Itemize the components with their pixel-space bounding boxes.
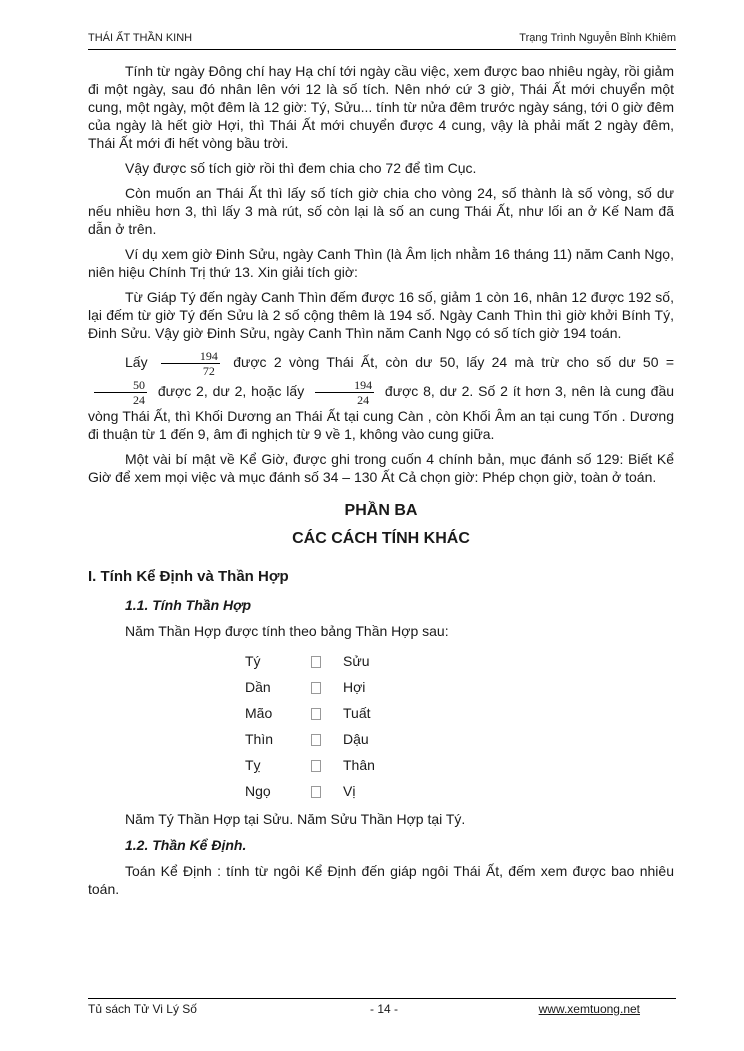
p6-end: được 8, dư 2. Số 2 ít hơn 3, nên là cung đầu vòng Thái Ất, thì Khối Dương an Thái Ất tại cung Càn , còn Khối Âm an tại cung Tốn . Dương đi thuận từ 1 đến 9, âm đi nghịch từ 9 về 1, không vào cung giữa. — [88, 383, 675, 442]
p6-equals: = — [665, 354, 675, 371]
fraction-denominator: 24 — [133, 393, 145, 407]
paragraph-3: Còn muốn an Thái Ất thì lấy số tích giờ chia cho vòng 24, số thành là số vòng, số dư nếu nhiều hơn 3, thì lấy 3 mà rút, số còn lại là số an cung Thái Ất, như lối an ở Kế Nam đã dẫn ở trên. — [88, 185, 674, 237]
subsection-intro: Năm Thần Hợp được tính theo bảng Thần Hợp sau: — [125, 623, 449, 639]
table-row — [245, 674, 375, 700]
fraction-50-24 — [94, 378, 147, 407]
paragraph-1: Tính từ ngày Đông chí hay Hạ chí tới ngày cầu việc, xem được bao nhiêu ngày, rồi giảm đi một ngày, sau đó nhân lên với 12 là số tích. Nên nhớ cứ 3 giờ, Thái Ất mới chuyển một cung, một ngày, một đêm là 12 giờ: Tý, Sửu... tính từ nửa đêm trước ngày sáng, tới 0 giờ đêm của ngày là hết giờ Hợi, thì Thái Ất mới chuyển được 4 cung, vậy là phải mất 2 ngày đêm, Thái Ất mới đi hết vòng bầu trời. — [88, 63, 674, 151]
paragraph-2: Vậy được số tích giờ rồi thì đem chia cho 72 để tìm Cục. — [125, 160, 477, 176]
table-row — [245, 648, 375, 674]
arrow-symbol-icon — [311, 700, 343, 726]
arrow-symbol-icon — [311, 778, 343, 804]
page-body — [88, 62, 674, 905]
page-number: - 14 - — [370, 1002, 399, 1016]
part-subtitle: CÁC CÁCH TÍNH KHÁC — [292, 530, 470, 547]
header-author: Trạng Trình Nguyễn Bỉnh Khiêm — [519, 32, 676, 44]
header-divider — [88, 49, 676, 50]
subsection-heading-1-1: 1.1. Tính Thần Hợp — [125, 597, 252, 613]
p6-continued: được 2, dư 2, hoặc lấy — [157, 383, 305, 400]
arrow-symbol-icon — [311, 752, 343, 778]
fraction-denominator: 24 — [357, 393, 370, 407]
pair-right: Sửu — [343, 653, 370, 669]
arrow-symbol-icon — [311, 674, 343, 700]
header-book-title: THÁI ẤT THẦN KINH — [88, 32, 193, 44]
table-row — [245, 752, 375, 778]
fraction-194-72 — [161, 349, 220, 378]
fraction-numerator: 50 — [94, 378, 147, 393]
pair-left: Dần — [245, 679, 271, 695]
paragraph-7: Một vài bí mật về Kể Giờ, được ghi trong cuốn 4 chính bản, mục đánh số 129: Biết Kể Giờ để xem mọi việc và mục đánh số 34 – 130 Ất Cả chọn giờ: Phép chọn giờ, toàn ở toán. — [88, 451, 674, 485]
pair-right: Tuất — [343, 705, 371, 721]
table-row — [245, 726, 375, 752]
pair-left: Mão — [245, 705, 273, 721]
p6-lead: Lấy — [125, 354, 148, 371]
part-title: PHẦN BA — [344, 502, 418, 519]
arrow-symbol-icon — [311, 648, 343, 674]
fraction-numerator: 194 — [315, 378, 374, 393]
paragraph-5: Từ Giáp Tý đến ngày Canh Thìn đếm được 16 số, giảm 1 còn 16, nhân 12 được 192 số, lại đếm từ giờ Tý đến Sửu là 2 số cộng thêm là 194 số. Ngày Canh Thìn thì giờ khởi Bính Tý, Đinh Sửu. Vậy giờ Đinh Sửu, ngày Canh Thìn năm Canh Ngọ có số tích giờ 194 toán. — [88, 289, 674, 341]
footer-series: Tủ sách Tử Vi Lý Số — [88, 1002, 197, 1016]
fraction-numerator: 194 — [161, 349, 220, 364]
fraction-194-24 — [315, 378, 374, 407]
fraction-denominator: 72 — [202, 364, 215, 378]
footer-website-link[interactable]: www.xemtuong.net — [538, 1002, 640, 1016]
pair-left: Tỵ — [245, 757, 261, 773]
pair-left: Thìn — [245, 731, 274, 747]
p6-middle: được 2 vòng Thái Ất, còn dư 50, lấy 24 mà trừ cho số dư 50 — [233, 354, 659, 371]
section-heading: I. Tính Kể Định và Thần Hợp — [88, 568, 289, 585]
table-row — [245, 778, 375, 804]
footer-divider — [88, 998, 676, 999]
pair-left: Tý — [245, 653, 261, 669]
pair-right: Thân — [343, 757, 375, 773]
pair-right: Dậu — [343, 731, 369, 747]
subsection-1-2-text: Toán Kể Định : tính từ ngôi Kể Định đến giáp ngôi Thái Ất, đếm xem được bao nhiêu toán. — [88, 863, 674, 897]
than-hop-table — [245, 648, 375, 804]
pair-right: Hợi — [343, 679, 366, 695]
paragraph-4: Ví dụ xem giờ Đinh Sửu, ngày Canh Thìn (là Âm lịch nhằm 16 tháng 11) năm Canh Ngọ, niên hiệu Chính Trị thứ 13. Xin giải tích giờ: — [88, 246, 674, 280]
pair-left: Ngọ — [245, 783, 271, 799]
arrow-symbol-icon — [311, 726, 343, 752]
subsection-heading-1-2: 1.2. Thần Kể Định. — [125, 837, 247, 853]
pair-right: Vị — [343, 783, 356, 799]
paragraph-6 — [88, 349, 674, 443]
table-row — [245, 700, 375, 726]
table-note: Năm Tý Thần Hợp tại Sửu. Năm Sửu Thần Hợp tại Tý. — [125, 811, 466, 827]
